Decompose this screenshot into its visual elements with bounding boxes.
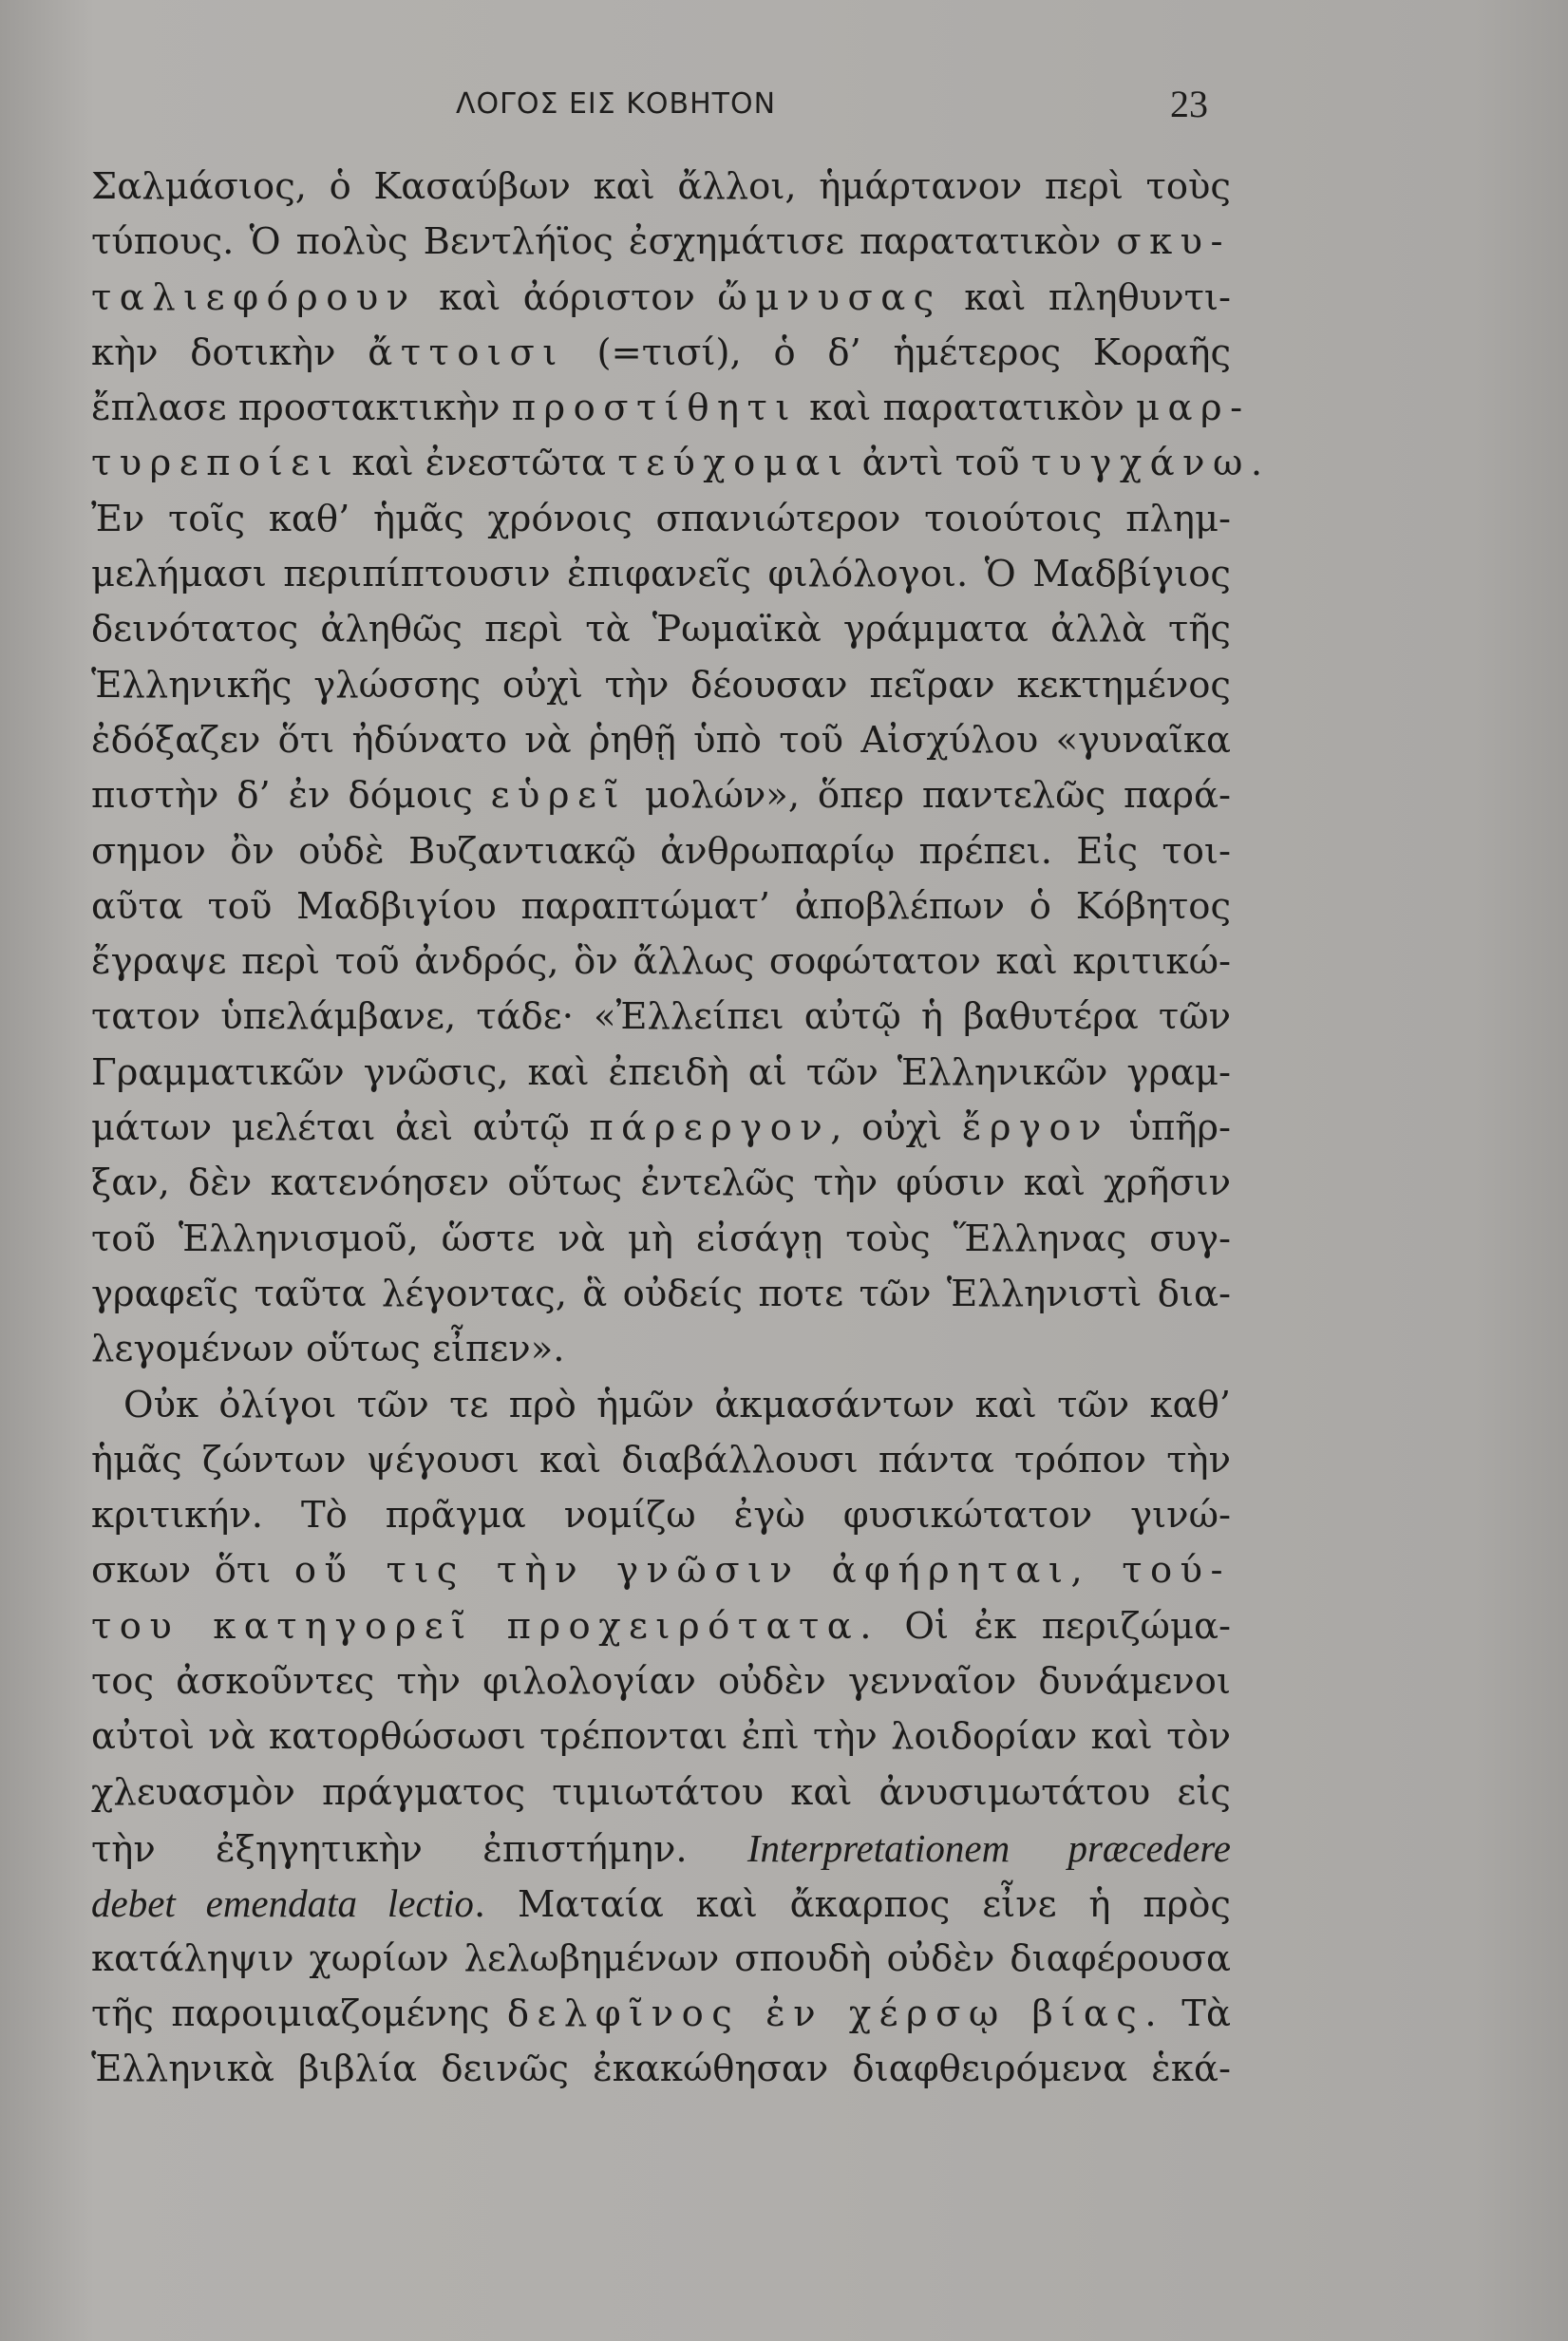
text-line [91, 602, 1231, 657]
text-segment: καὶ ἐνεστῶτα [340, 442, 618, 485]
spaced-emphasis: σκυ- [1116, 220, 1231, 264]
spaced-emphasis: του κατηγορεῖ προχειρότατα. [91, 1604, 879, 1648]
text-line [91, 1156, 1231, 1211]
text-line [91, 1765, 1231, 1821]
text-line [91, 1378, 1231, 1433]
text-segment: ἀντὶ τοῦ [850, 442, 1031, 485]
text-line [91, 1046, 1231, 1101]
text-segment: μελήμασι περιπίπτουσιν ἐπιφανεῖς φιλόλογοι. Ὁ Μαδβίγιος [91, 553, 1231, 596]
text-segment: τὴν ἐξηγητικὴν ἐπιστήμην. [91, 1827, 747, 1871]
text-segment: σκων ὅτι [91, 1549, 294, 1593]
text-segment: , οὐχὶ [830, 1106, 962, 1150]
text-segment: καὶ ἀόριστον [416, 275, 718, 319]
text-line [91, 1599, 1231, 1654]
text-line [91, 1876, 1231, 1931]
spaced-emphasis: ἄττοισι [368, 330, 565, 374]
spaced-emphasis: ἔργον [961, 1106, 1109, 1150]
text-segment: χλευασμὸν πράγματος τιμιωτάτου καὶ ἀνυσιμωτάτου εἰς [91, 1770, 1231, 1814]
text-segment: (=τισί), ὁ δ’ ἡμέτερος Κοραῆς [564, 330, 1232, 374]
text-line [91, 879, 1231, 935]
spaced-emphasis: προστίθητι [511, 387, 798, 430]
text-segment: ξαν, δὲν κατενόησεν οὕτως ἐντελῶς τὴν φύσιν καὶ χρῆσιν [91, 1161, 1231, 1205]
text-segment: καὶ παρατατικὸν [797, 387, 1137, 430]
text-segment: Οὐκ ὀλίγοι τῶν τε πρὸ ἡμῶν ἀκμασάντων καὶ τῶν καθ’ [123, 1383, 1231, 1426]
text-line [91, 1932, 1231, 1987]
text-segment: Ἐν τοῖς καθ’ ἡμᾶς χρόνοις σπανιώτερον τοιούτοις πλημ- [91, 497, 1231, 540]
spaced-emphasis: τεύχομαι [617, 442, 851, 485]
spaced-emphasis: ταλιεφόρουν [91, 275, 417, 319]
running-head [0, 83, 1568, 125]
text-line [91, 1987, 1231, 2042]
text-line [91, 326, 1231, 381]
text-segment: ἔπλασε προστακτικὴν [91, 387, 512, 430]
text-segment: . Ματαία καὶ ἄκαρπος εἶνε ἡ πρὸς [473, 1883, 1231, 1927]
text-segment: Ἑλληνικὰ βιβλία δεινῶς ἐκακώθησαν διαφθειρόμενα ἑκά- [91, 2048, 1231, 2091]
text-line [91, 1322, 1231, 1377]
text-segment: ἡμᾶς ζώντων ψέγουσι καὶ διαβάλλουσι πάντα τρόπον τὴν [91, 1438, 1231, 1482]
text-line [91, 215, 1231, 270]
text-segment: σημον ὂν οὐδὲ Βυζαντιακῷ ἀνθρωπαρίῳ πρέπει. Εἰς τοι- [91, 829, 1231, 873]
text-segment: πιστὴν δ’ ἐν δόμοις [91, 774, 491, 818]
text-segment: αὐτοὶ νὰ κατορθώσωσι τρέπονται ἐπὶ τὴν λοιδορίαν καὶ τὸν [91, 1715, 1231, 1759]
text-segment: γραφεῖς ταῦτα λέγοντας, ἃ οὐδείς ποτε τῶν Ἑλληνιστὶ δια- [91, 1272, 1231, 1315]
text-line [91, 1101, 1231, 1156]
text-segment: τατον ὑπελάμβανε, τάδε· «Ἐλλείπει αὐτῷ ἡ βαθυτέρα τῶν [91, 995, 1231, 1039]
text-segment: Τὰ [1164, 1992, 1231, 2035]
spaced-emphasis: δελφῖνος ἐν χέρσῳ βίας. [506, 1992, 1165, 2035]
page-number: 23 [1170, 83, 1208, 125]
text-segment: καὶ πληθυντι- [941, 275, 1232, 319]
text-line [91, 1821, 1231, 1876]
text-segment: λεγομένων οὕτως εἶπεν». [91, 1328, 565, 1371]
text-line [91, 1433, 1231, 1488]
text-segment: τῆς παροιμιαζομένης [91, 1992, 507, 2035]
spaced-emphasis: οὔ τις τὴν γνῶσιν ἀφήρηται, τού- [293, 1549, 1231, 1593]
text-line [91, 658, 1231, 713]
text-segment: αῦτα τοῦ Μαδβιγίου παραπτώματ’ ἀποβλέπων ὁ Κόβητος [91, 884, 1231, 928]
text-line [91, 1654, 1231, 1709]
text-line [91, 935, 1231, 990]
text-line [91, 492, 1231, 547]
spaced-emphasis: ὤμνυσας [717, 275, 942, 319]
text-line [91, 713, 1231, 768]
text-segment: κατάληψιν χωρίων λελωβημένων σπουδὴ οὐδὲν διαφέρουσα [91, 1936, 1231, 1980]
spaced-emphasis: τυγχάνω. [1030, 442, 1271, 485]
text-line [91, 2042, 1231, 2097]
text-line [91, 1488, 1231, 1543]
text-segment: μάτων μελέται ἀεὶ αὐτῷ [91, 1106, 590, 1150]
text-line [91, 768, 1231, 823]
text-segment: ἐδόξαζεν ὅτι ἠδύνατο νὰ ῥηθῇ ὑπὸ τοῦ Αἰσχύλου «γυναῖκα [91, 718, 1231, 762]
latin-quote: Interpretationem præcedere [746, 1825, 1231, 1870]
spaced-emphasis: μαρ- [1136, 387, 1251, 430]
body-text [91, 160, 1271, 2097]
text-segment: ὑπῆρ- [1108, 1106, 1232, 1150]
spaced-emphasis: τυρεποίει [91, 442, 341, 485]
text-segment: μολών», ὅπερ παντελῶς παρά- [627, 774, 1231, 818]
text-segment: Σαλμάσιος, ὁ Κασαύβων καὶ ἄλλοι, ἡμάρτανον περὶ τοὺς [91, 165, 1231, 208]
text-line [91, 381, 1251, 436]
spaced-emphasis: εὑρεῖ [490, 774, 627, 818]
text-line [91, 436, 1271, 491]
text-segment: δεινότατος ἀληθῶς περὶ τὰ Ῥωμαϊκὰ γράμματα ἀλλὰ τῆς [91, 608, 1231, 651]
text-line [91, 824, 1231, 879]
text-line [91, 160, 1231, 215]
text-segment: Ἑλληνικῆς γλώσσης οὐχὶ τὴν δέουσαν πεῖραν κεκτημένος [91, 663, 1231, 707]
text-segment: τος ἀσκοῦντες τὴν φιλολογίαν οὐδὲν γενναῖον δυνάμενοι [91, 1660, 1231, 1704]
text-line [91, 271, 1231, 326]
text-segment: Γραμματικῶν γνῶσις, καὶ ἐπειδὴ αἱ τῶν Ἑλληνικῶν γραμ- [91, 1050, 1231, 1094]
text-segment: κὴν δοτικὴν [91, 330, 368, 374]
text-line [91, 1543, 1231, 1598]
text-segment: Οἱ ἐκ περιζώμα- [878, 1604, 1231, 1648]
text-line [91, 1709, 1231, 1765]
text-segment: κριτικήν. Τὸ πρᾶγμα νομίζω ἐγὼ φυσικώτατον γινώ- [91, 1494, 1231, 1538]
text-line [91, 990, 1231, 1045]
text-segment: τύπους. Ὁ πολὺς Βεντλήϊος ἐσχημάτισε παρατατικὸν [91, 220, 1117, 264]
latin-quote: debet emendata lectio [91, 1881, 474, 1926]
spaced-emphasis: πάρεργον [589, 1106, 831, 1150]
text-segment: τοῦ Ἑλληνισμοῦ, ὥστε νὰ μὴ εἰσάγῃ τοὺς Ἕλληνας συγ- [91, 1217, 1231, 1260]
text-line [91, 1212, 1231, 1267]
text-segment: ἔγραψε περὶ τοῦ ἀνδρός, ὃν ἄλλως σοφώτατον καὶ κριτικώ- [91, 940, 1231, 984]
running-title: ΛΟΓΟΣ ΕΙΣ ΚΟΒΗΤΟΝ [456, 87, 777, 121]
text-line [91, 1267, 1231, 1322]
text-line [91, 547, 1231, 602]
